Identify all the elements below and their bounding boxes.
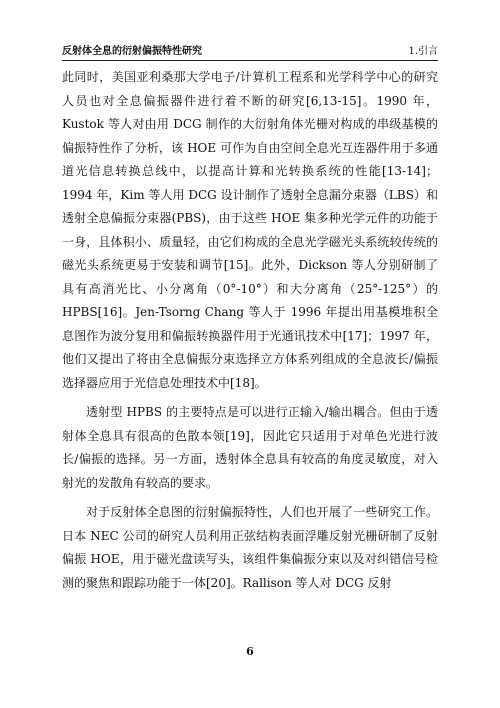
page-number: 6	[246, 645, 254, 658]
paragraph-2: 透射型 HPBS 的主要特点是可以进行正输入/输出耦合。但由于透射体全息具有很高的色散本领[19]，因此它只适用于对单色光进行波长/偏振的选择。另一方面，透射体全息具有较高的角度灵敏度，对入射光的发散角有较高的要求。	[62, 405, 438, 490]
body-text	[62, 66, 438, 595]
running-title: 反射体全息的衍射偏振特性研究	[62, 46, 202, 57]
page-header	[62, 44, 438, 61]
paragraph-1: 此同时，美国亚利桑那大学电子/计算机工程系和光学科学中心的研究人员也对全息偏振器件进行着不断的研究[6,13-15]。1990 年，Kustok 等人对由用 DCG 制作的大衍射角体光栅对构成的串级基模的偏振特性作了分析，该 HOE 可作为自由空间全息光互连器件用于多通道光信息转换总线中，以提高计算和光转换系统的性能[13-14]； 1994 年，Kim 等人用 DCG 设计制作了透射全息漏分束器（LBS）和透射全息偏振分束器(PBS)，由于这些 HOE 集多种光学元件的功能于一身，且体积小、质量轻，由它们构成的全息光学磁光头系统较传统的磁光头系统更易于安装和调节[15]。此外，Dickson 等人分别研制了具有高消光比、小分离角（0°-10°）和大分离角（25°-125°）的 HPBS[16]。Jen-Tsorng Chang 等人于 1996 年提出用基模堆积全息图作为波分复用和偏振转换器件用于光通讯技术中[17]；1997 年，他们又提出了将由全息偏振分束选择立方体系列组成的全息波长/偏振选择器应用于光信息处理技术中[18]。	[62, 70, 438, 390]
paragraph-3: 对于反射体全息图的衍射偏振特性，人们也开展了一些研究工作。日本 NEC 公司的研究人员利用正弦结构表面浮雕反射光栅研制了反射偏振 HOE，用于磁光盘读写头，该组件集偏振分束以及对纠错信号检测的聚焦和跟踪功能于一体[20]。Rallison 等人对 DCG 反射	[62, 505, 438, 590]
chapter-label: 1.引言	[408, 46, 438, 57]
